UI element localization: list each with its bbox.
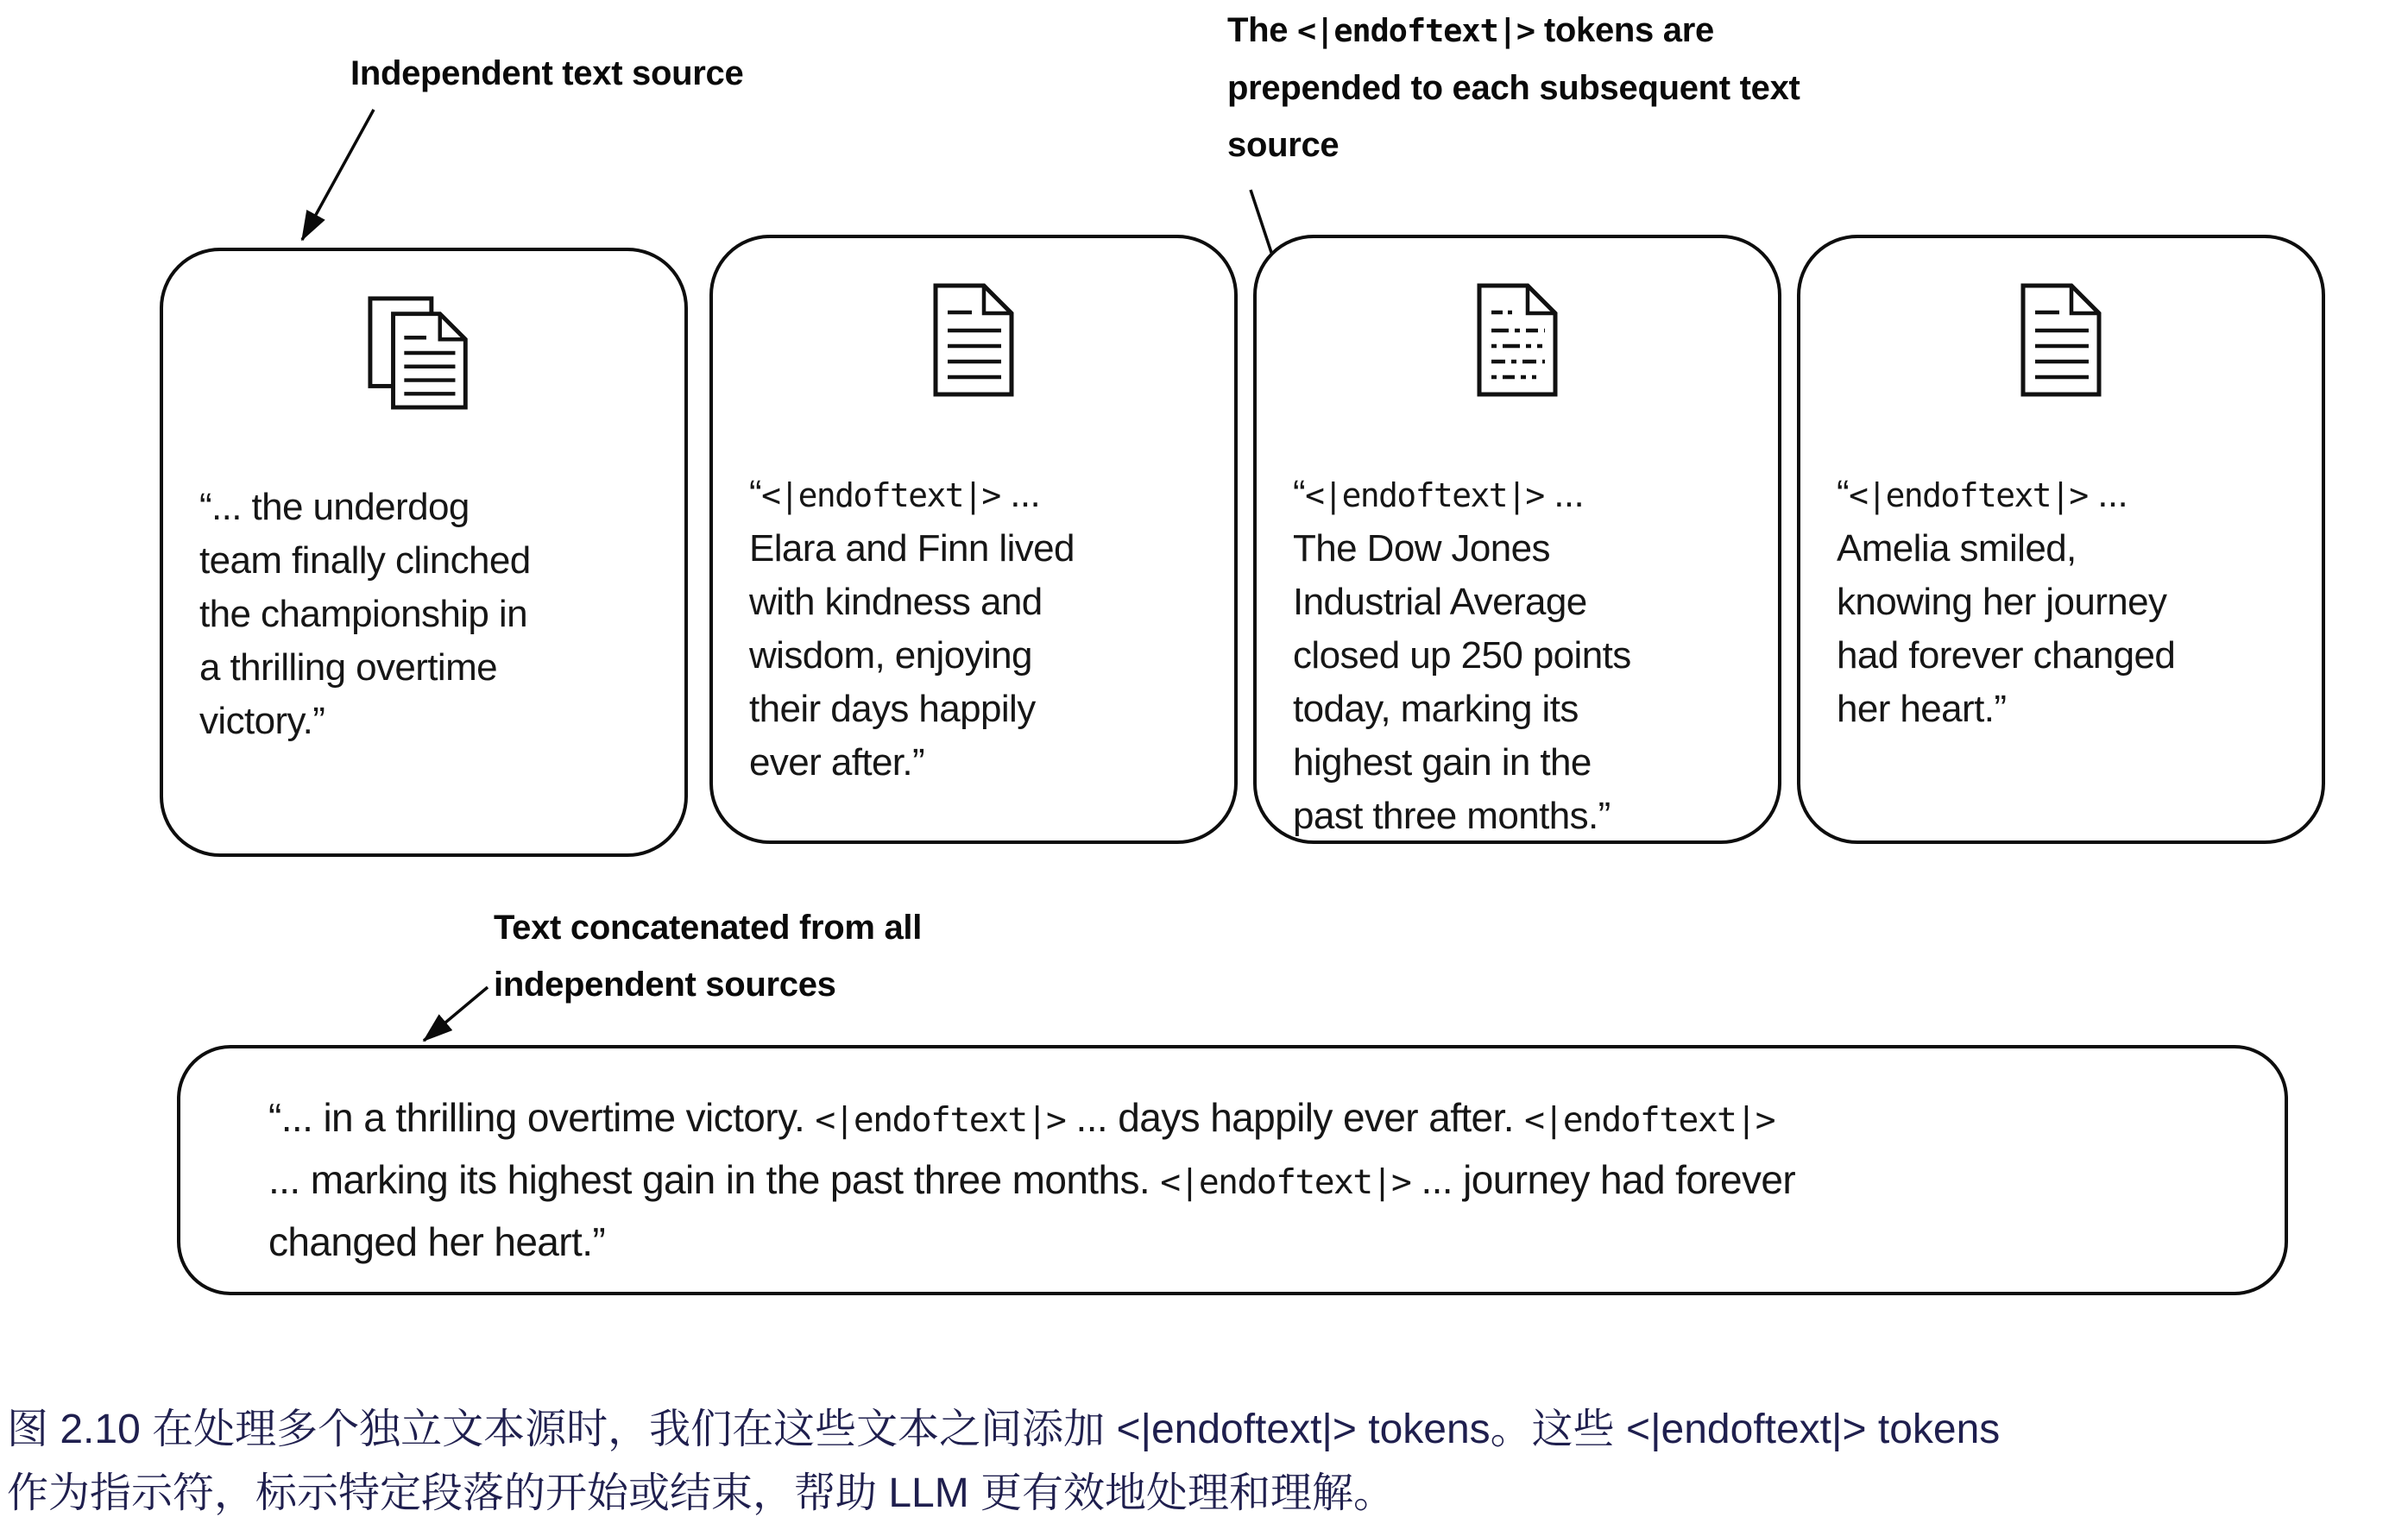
- arrow-independent-source: [302, 110, 374, 240]
- source-box-2: [709, 235, 1238, 844]
- document-dashed-icon: [1472, 281, 1562, 399]
- source-text-1: “... the underdog team finally clinched the championship in a thrilling overtime victory.”: [199, 486, 531, 742]
- endoftext-token: <|endoftext|>: [1297, 12, 1535, 49]
- source-box-3: [1253, 235, 1781, 844]
- source-box-1: [160, 248, 688, 857]
- endoftext-token: <|endoftext|>: [1160, 1162, 1411, 1202]
- endoftext-token: <|endoftext|>: [1116, 1407, 1357, 1452]
- endoftext-token: <|endoftext|>: [1524, 1100, 1775, 1140]
- annotation-text-concatenated: Text concatenated from all independent sources: [494, 909, 923, 1004]
- arrow-concatenated-text: [424, 987, 488, 1041]
- endoftext-token: <|endoftext|>: [1849, 476, 2088, 514]
- figure-caption: 图 2.10 在处理多个独立文本源时，我们在这些文本之间添加 <|endoftext|> tokens。这些 <|endoftext|> tokens 作为指示符，标示特定段落的开始或结束，帮助 LLM 更有效地处理和理解。: [7, 1407, 2001, 1516]
- endoftext-token: <|endoftext|>: [761, 476, 1000, 514]
- source-text-2: “<|endoftext|> ... Elara and Finn lived with kindness and wisdom, enjoying their days happily ever after.”: [749, 473, 1075, 784]
- concatenated-text: “... in a thrilling overtime victory. <|endoftext|> ... days happily ever after. <|endoftext|> ... marking its highest gain in the past three months. <|endoftext|> ... journey had forever changed her heart.”: [268, 1095, 1796, 1264]
- annotation-independent-text-source: Independent text source: [350, 54, 744, 92]
- document-icon: [2016, 281, 2106, 399]
- endoftext-token: <|endoftext|>: [1305, 476, 1544, 514]
- concatenated-text-box: [177, 1045, 2288, 1295]
- document-icon: [929, 281, 1018, 399]
- source-text-4: “<|endoftext|> ... Amelia smiled, knowing her journey had forever changed her heart.”: [1837, 473, 2176, 730]
- source-box-4: [1797, 235, 2325, 844]
- endoftext-token: <|endoftext|>: [815, 1100, 1066, 1140]
- endoftext-token: <|endoftext|>: [1626, 1407, 1867, 1452]
- source-text-3: “<|endoftext|> ... The Dow Jones Industrial Average closed up 250 points today, marking its highest gain in the past three months.”: [1293, 473, 1631, 837]
- documents-stack-icon: [364, 294, 483, 412]
- annotation-endoftext-prepended: The <|endoftext|> tokens are prepended to each subsequent text source: [1227, 11, 1800, 164]
